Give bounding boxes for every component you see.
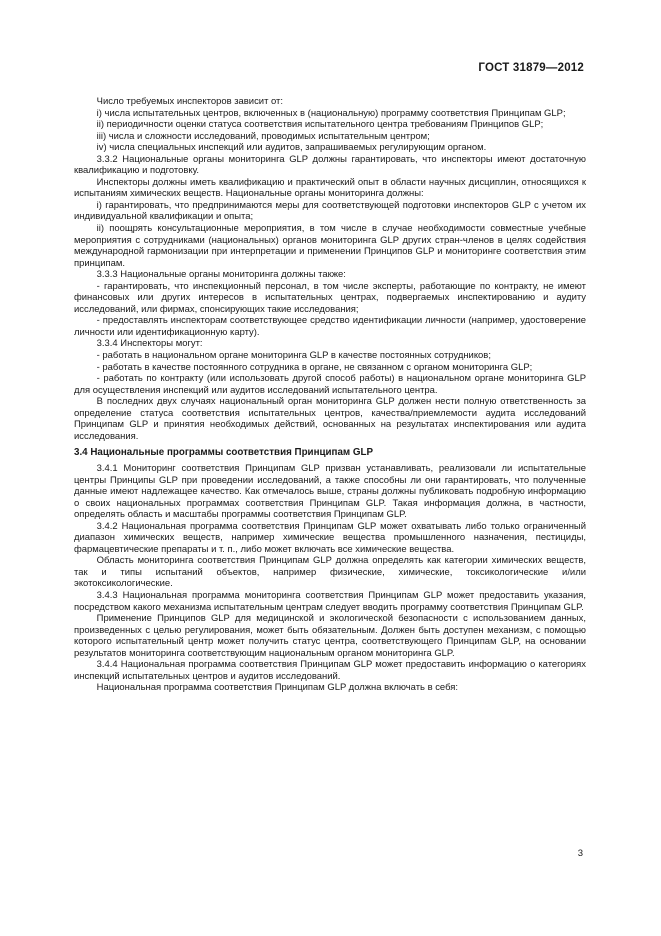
paragraph: Применение Принципов GLP для медицинской и экологической безопасности с использованием данных, произведенных с целью регулирования, может быть обязательным. Должен быть доступен механизм, с помощью которого испытательный центр может получить статус центра, соответствующего Принципам GLP, на основании результатов мониторинга соответствующим национальным органом мониторинга GLP. <box>74 613 586 659</box>
standard-number-header: ГОСТ 31879—2012 <box>478 62 584 74</box>
paragraph: В последних двух случаях национальный орган мониторинга GLP должен нести полную ответственность за определение статуса соответствия испытательных центров, качества/приемлемости аудита исследований Принципам GLP и принятия необходимых действий, основанных на результатах инспектирования или аудита исследования. <box>74 396 586 442</box>
list-item: - работать по контракту (или использовать другой способ работы) в национальном органе мониторинга GLP для осуществления инспекций или аудитов исследований испытательного центра. <box>74 373 586 396</box>
clause-3-4-4: 3.4.4 Национальная программа соответствия Принципам GLP может предоставить информацию о категориях инспекций испытательных центров и аудитов исследований. <box>74 659 586 682</box>
list-item: ii) периодичности оценки статуса соответствия испытательного центра требованиям Принципов GLP; <box>96 119 544 131</box>
clause-3-4-2: 3.4.2 Национальная программа соответствия Принципам GLP может охватывать либо только ограниченный диапазон химических веществ, например химические вещества промышленного назначения, пестициды, фармацевтические препараты и т. п., либо может включать все химические вещества. <box>74 520 586 555</box>
clause-3-3-3: 3.3.3 Национальные органы мониторинга должны также: <box>96 269 346 281</box>
paragraph: Инспекторы должны иметь квалификацию и практический опыт в области научных дисциплин, относящихся к испытаниям химических веществ. Национальные органы мониторинга должны: <box>74 176 586 200</box>
list-item: i) гарантировать, что предпринимаются меры для соответствующей подготовки инспекторов GLP с учетом их индивидуальной квалификации и опыта; <box>74 199 586 223</box>
paragraph: Национальная программа соответствия Принципам GLP должна включать в себя: <box>96 682 459 694</box>
document-body <box>74 96 586 694</box>
list-item: ii) поощрять консультационные мероприятия, в том числе в случае необходимости совместные учебные мероприятия с сотрудниками (национальных) органов мониторинга GLP других стран-членов в целях содействия международной гармонизации при интерпретации и применении Принципов GLP и мониторинге соответствия этим принципам. <box>74 223 586 269</box>
list-item: iv) числа специальных инспекций или аудитов, запрашиваемых регулирующим органом. <box>96 142 487 154</box>
list-item: i) числа испытательных центров, включенных в (национальную) программу соответствия Принципам GLP; <box>96 107 566 119</box>
list-item: - гарантировать, что инспекционный персонал, в том числе эксперты, работающие по контракту, не имеют финансовых или других интересов в испытательных центрах, подвергаемых инспектированию и аудиту исследований, или фирмах, спонсирующих такие исследования; <box>74 280 586 315</box>
list-item: - работать в национальном органе мониторинга GLP в качестве постоянных сотрудников; <box>96 350 491 362</box>
clause-3-3-2: 3.3.2 Национальные органы мониторинга GLP должны гарантировать, что инспекторы имеют достаточную квалификацию и подготовку. <box>74 153 586 177</box>
paragraph: Число требуемых инспекторов зависит от: <box>96 96 283 107</box>
clause-3-4-3: 3.4.3 Национальная программа мониторинга соответствия Принципам GLP может предоставить указания, посредством какого механизма испытательным центрам следует вводить программу соответствия Принципам GLP. <box>74 589 586 613</box>
paragraph: Область мониторинга соответствия Принципам GLP должна определять как категории химических веществ, так и типы испытаний объектов, например физические, химические, токсикологические и/или экотоксикологические. <box>74 555 586 590</box>
list-item: - предоставлять инспекторам соответствующее средство идентификации личности (например, удостоверение личности или идентификационную карту). <box>74 315 586 338</box>
section-heading-3-4: 3.4 Национальные программы соответствия Принципам GLP <box>74 447 374 459</box>
list-item: - работать в качестве постоянного сотрудника в органе, не связанном с органом мониторинга GLP; <box>96 361 533 373</box>
list-item: iii) числа и сложности исследований, проводимых испытательным центром; <box>96 130 430 142</box>
page-number: 3 <box>577 848 583 859</box>
clause-3-3-4: 3.3.4 Инспекторы могут: <box>96 338 203 350</box>
clause-3-4-1: 3.4.1 Мониторинг соответствия Принципам GLP призван устанавливать, реализовали ли испытательные центры Принципы GLP при проведении исследований, а также способны ли они гарантировать, что полученные данные имеют надлежащее качество. Как отмечалось выше, страны должны публиковать подробную информацию о своих национальных программах соответствия Принципам GLP. Такая информация должна, в частности, определять область и масштабы программы соответствия Принципам GLP. <box>74 462 586 521</box>
